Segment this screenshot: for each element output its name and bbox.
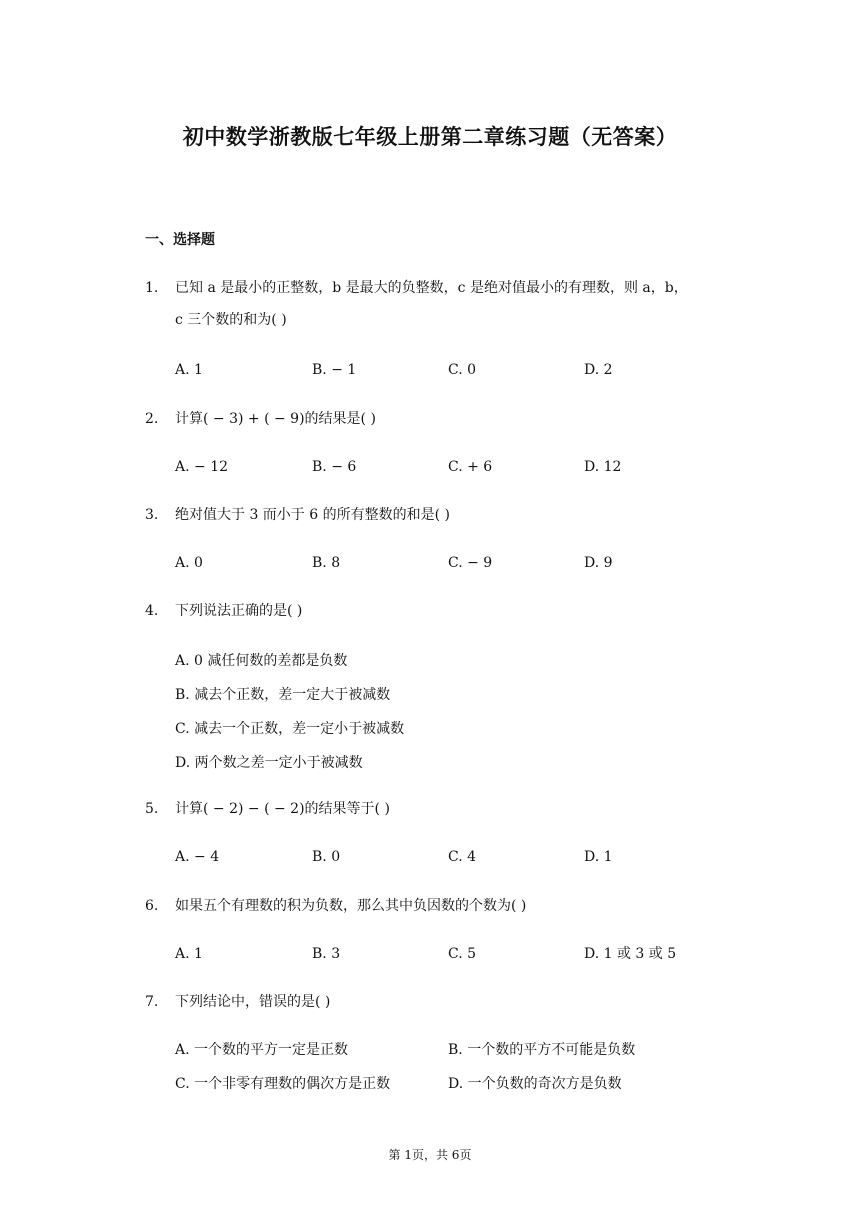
option-b: B. − 1 [312, 362, 357, 378]
question-text: 计算( − 3) + ( − 9)的结果是( ) [175, 411, 376, 427]
option-b: B. 减去个正数，差一定大于被减数 [175, 687, 391, 703]
question-text: 如果五个有理数的积为负数，那么其中负因数的个数为( ) [175, 898, 527, 914]
question-number: 2. [145, 411, 159, 427]
option-d: D. 1 [584, 849, 613, 865]
question-number: 1. [145, 280, 159, 296]
option-d: D. 2 [584, 362, 613, 378]
option-a: A. 1 [175, 946, 203, 962]
option-a: A. 0 减任何数的差都是负数 [175, 653, 348, 669]
option-a: A. 0 [175, 555, 203, 571]
page-footer: 第 1页，共 6页 [388, 1148, 472, 1162]
option-b: B. 8 [312, 555, 341, 571]
option-d: D. 一个负数的奇次方是负数 [448, 1076, 622, 1092]
option-c: C. 5 [448, 946, 477, 962]
option-b: B. 0 [312, 849, 341, 865]
option-d: D. 两个数之差一定小于被减数 [175, 755, 363, 771]
question-number: 7. [145, 994, 159, 1010]
option-a: A. − 12 [175, 459, 229, 475]
option-d: D. 9 [584, 555, 613, 571]
question-text: 绝对值大于 3 而小于 6 的所有整数的和是( ) [175, 507, 450, 523]
section-heading: 一、选择题 [145, 232, 215, 248]
document-title: 初中数学浙教版七年级上册第二章练习题（无答案） [182, 125, 678, 149]
option-c: C. 减去一个正数，差一定小于被减数 [175, 721, 405, 737]
option-c: C. + 6 [448, 459, 493, 475]
option-c: C. 一个非零有理数的偶次方是正数 [175, 1076, 391, 1092]
option-d: D. 12 [584, 459, 622, 475]
option-b: B. 3 [312, 946, 341, 962]
question-text: 下列说法正确的是( ) [175, 603, 303, 619]
option-c: C. 0 [448, 362, 477, 378]
option-d: D. 1 或 3 或 5 [584, 946, 677, 962]
question-text: 计算( − 2) − ( − 2)的结果等于( ) [175, 801, 390, 817]
option-c: C. 4 [448, 849, 477, 865]
option-a: A. 一个数的平方一定是正数 [175, 1042, 349, 1058]
question-number: 5. [145, 801, 159, 817]
question-text: 已知 a 是最小的正整数，b 是最大的负整数，c 是绝对值最小的有理数，则 a，b， [175, 280, 688, 296]
option-b: B. − 6 [312, 459, 357, 475]
option-c: C. − 9 [448, 555, 493, 571]
question-text: 下列结论中，错误的是( ) [175, 994, 331, 1010]
question-number: 6. [145, 898, 159, 914]
option-a: A. 1 [175, 362, 203, 378]
question-number: 3. [145, 507, 159, 523]
question-text-continued: c 三个数的和为( ) [175, 312, 287, 328]
option-a: A. − 4 [175, 849, 220, 865]
question-number: 4. [145, 603, 159, 619]
option-b: B. 一个数的平方不可能是负数 [448, 1042, 636, 1058]
